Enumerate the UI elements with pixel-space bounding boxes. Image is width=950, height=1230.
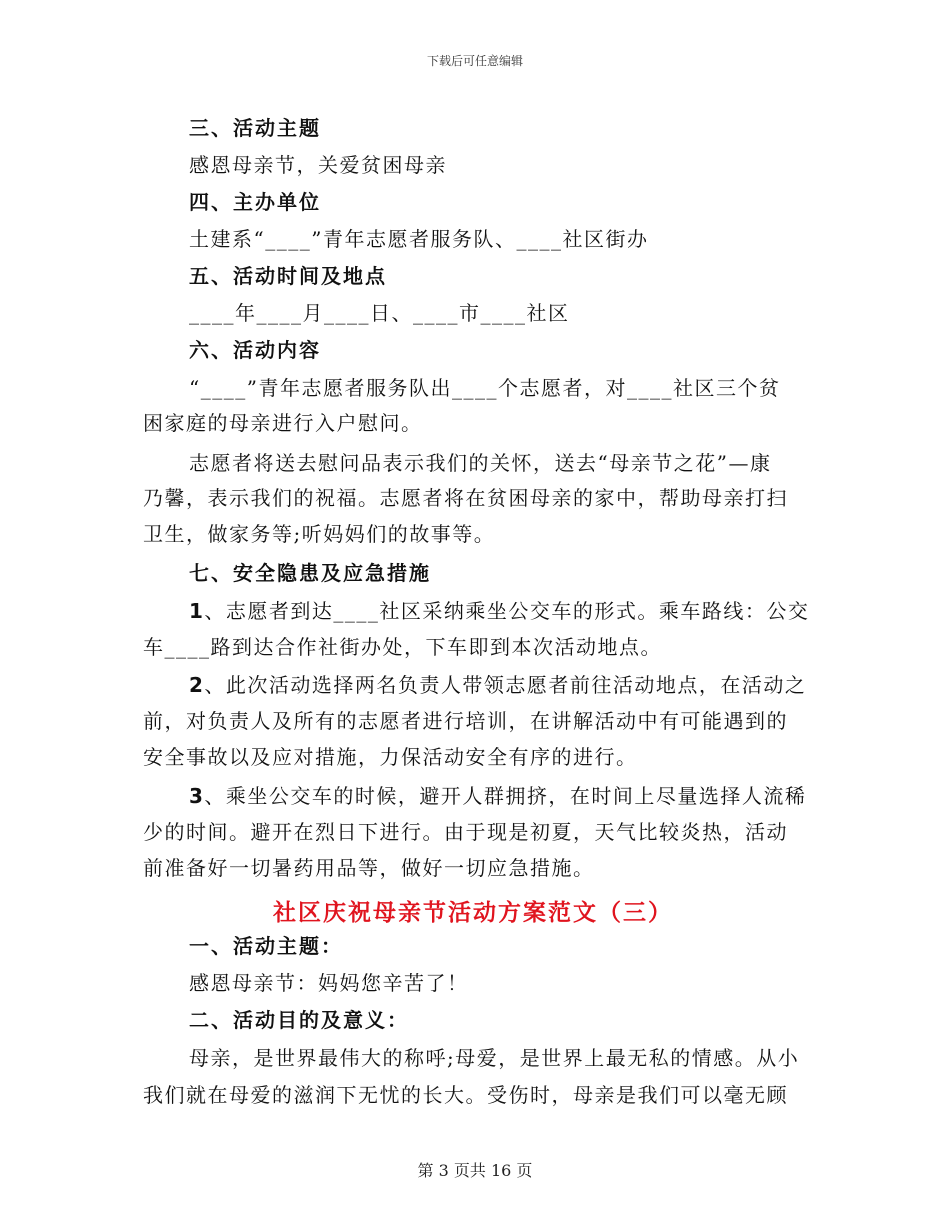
paragraph-line: ____年____月____日、____市____社区 [189, 301, 570, 325]
item-number: 3 [189, 784, 205, 808]
section-heading: 三、活动主题 [189, 116, 321, 140]
paragraph-line: 我们就在母爱的滋润下无忧的长大。受伤时，母亲是我们可以毫无顾 [143, 1083, 788, 1107]
item-number: 1 [189, 599, 205, 623]
page-header: 下载后可任意编辑 [426, 54, 523, 68]
paragraph-line: 母亲，是世界最伟大的称呼;母爱，是世界上最无私的情感。从小 [189, 1046, 800, 1070]
paragraph-line: 前准备好一切暑药用品等，做好一切应急措施。 [143, 856, 595, 880]
section-heading: 五、活动时间及地点 [189, 264, 387, 288]
section-heading: 二、活动目的及意义： [189, 1008, 409, 1032]
list-item-line [189, 599, 809, 623]
paragraph-line: “____”青年志愿者服务队出____个志愿者，对____社区三个贫 [189, 376, 781, 400]
section-heading: 六、活动内容 [189, 338, 321, 362]
page-footer: 第 3 页共 16 页 [417, 1161, 533, 1180]
paragraph-line: 乃馨，表示我们的祝福。志愿者将在贫困母亲的家中，帮助母亲打扫 [143, 486, 788, 510]
paragraph-line: 少的时间。避开在烈日下进行。由于现是初夏，天气比较炎热，活动 [143, 820, 788, 844]
paragraph-line: 前，对负责人及所有的志愿者进行培训，在讲解活动中有可能遇到的 [143, 709, 788, 733]
paragraph-line: 土建系“____”青年志愿者服务队、____社区街办 [189, 227, 649, 251]
paragraph-line: 困家庭的母亲进行入户慰问。 [143, 411, 423, 435]
paragraph-line: 卫生，做家务等;听妈妈们的故事等。 [143, 522, 496, 546]
section-heading: 一、活动主题： [189, 934, 343, 958]
paragraph-line: 车____路到达合作社街办处，下车即到本次活动地点。 [143, 635, 662, 659]
section-heading: 四、主办单位 [189, 190, 321, 214]
paragraph-line: 感恩母亲节：妈妈您辛苦了！ [189, 971, 469, 995]
paragraph-line: 感恩母亲节，关爱贫困母亲 [189, 153, 447, 177]
paragraph-line: 志愿者将送去慰问品表示我们的关怀，送去“母亲节之花”—康 [189, 451, 772, 475]
paragraph-line: 安全事故以及应对措施，力保活动安全有序的进行。 [143, 745, 638, 769]
item-number: 2 [189, 673, 205, 697]
item-text: 、乘坐公交车的时候，避开人群拥挤，在时间上尽量选择人流稀 [204, 784, 807, 808]
item-text: 、此次活动选择两名负责人带领志愿者前往活动地点，在活动之 [204, 673, 807, 697]
item-text: 、志愿者到达____社区采纳乘坐公交车的形式。乘车路线：公交 [204, 599, 810, 623]
list-item-line [189, 784, 806, 808]
section-heading: 七、安全隐患及应急措施 [189, 561, 431, 585]
document-title: 社区庆祝母亲节活动方案范文（三） [273, 900, 673, 926]
list-item-line [189, 673, 806, 697]
